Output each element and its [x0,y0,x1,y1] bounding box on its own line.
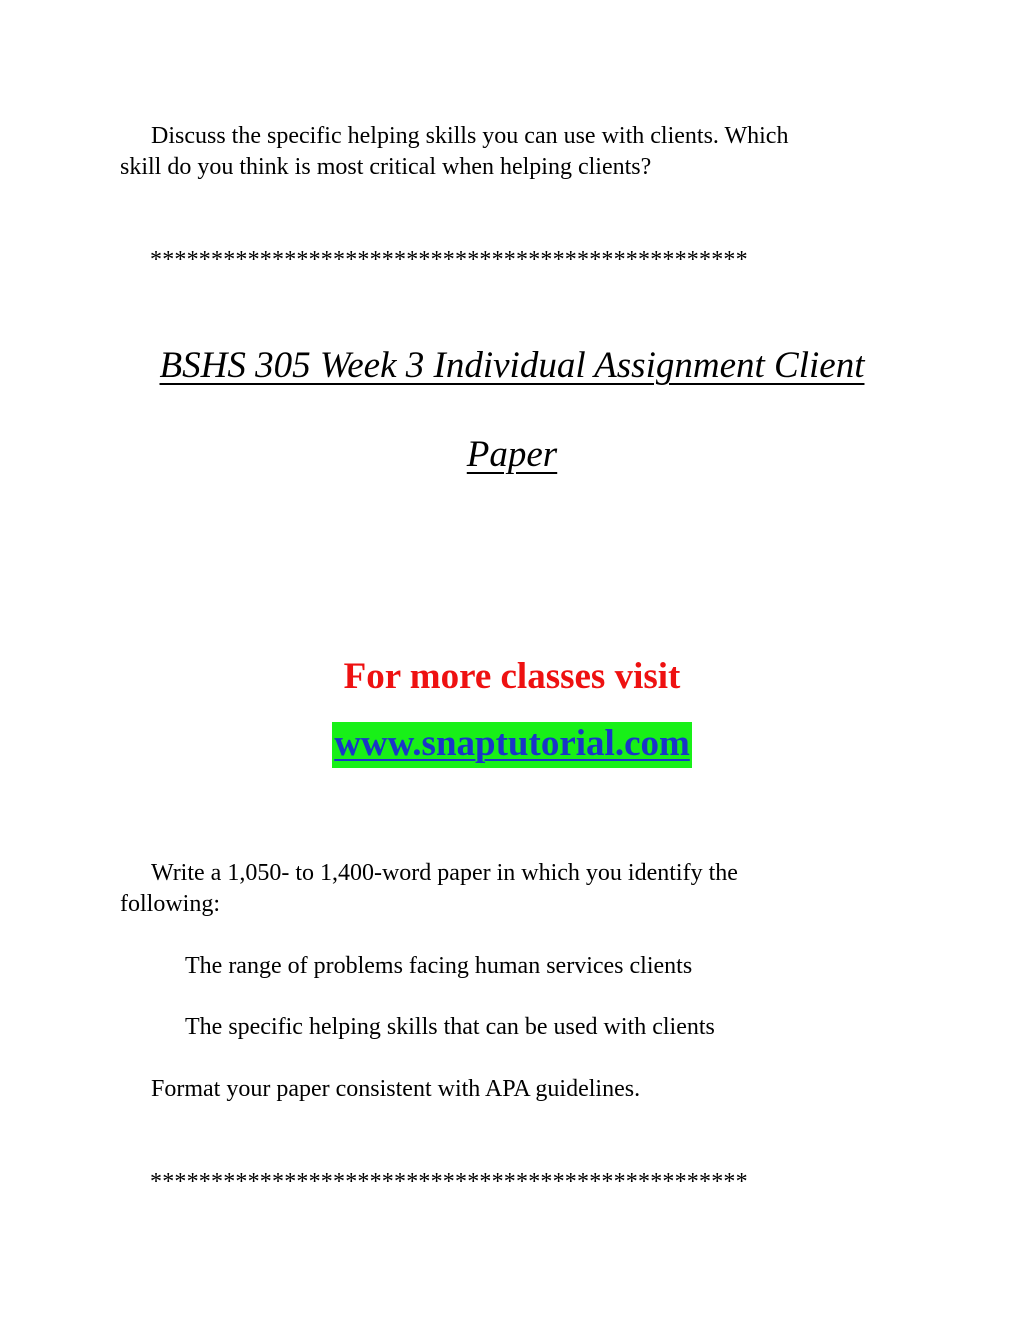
document-title-line-1: BSHS 305 Week 3 Individual Assignment Client [159,345,865,386]
assignment-line-1: Write a 1,050- to 1,400-word paper in which you identify the [151,860,738,886]
snaptutorial-link[interactable]: www.snaptutorial.com [332,722,692,768]
assignment-line-2: following: [120,891,220,917]
format-note: Format your paper consistent with APA guidelines. [151,1076,641,1102]
intro-line-1: Discuss the specific helping skills you can use with clients. Which [151,123,789,149]
document-title-line-2: Paper [466,434,558,475]
list-item: The range of problems facing human services clients [185,953,693,979]
promo-link-wrap [0,722,1024,768]
list-item: The specific helping skills that can be used with clients [185,1014,715,1040]
separator-top: ************************************************* [150,247,748,273]
promo-text: For more classes visit [343,656,681,697]
intro-line-2: skill do you think is most critical when helping clients? [120,154,652,180]
separator-bottom: ************************************************* [150,1169,748,1195]
